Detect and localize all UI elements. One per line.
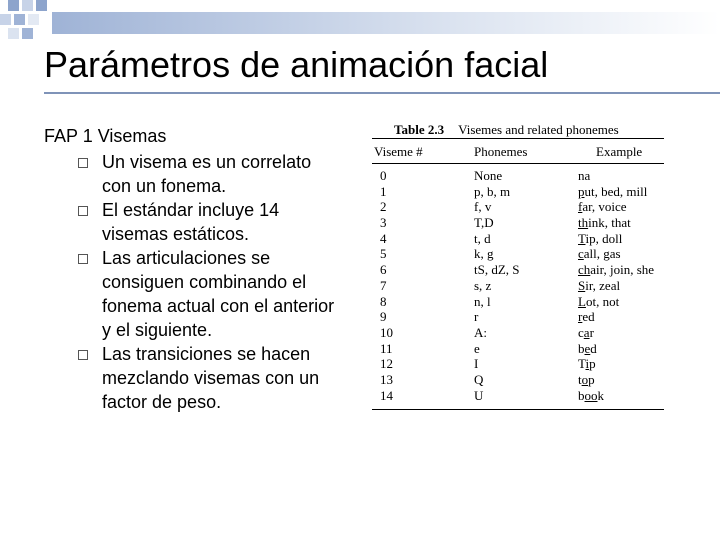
viseme-number: 10 xyxy=(380,324,393,340)
phonemes-cell: Q xyxy=(474,371,484,387)
viseme-number: 4 xyxy=(380,230,387,246)
viseme-number: 14 xyxy=(380,387,393,403)
phonemes-cell: t, d xyxy=(474,230,491,246)
bullet-item: Un visema es un correlato con un fonema. xyxy=(44,150,344,198)
table-caption-text: Visemes and related phonemes xyxy=(458,122,619,137)
viseme-table xyxy=(372,122,664,410)
underlined-part: th xyxy=(578,215,589,231)
viseme-number: 6 xyxy=(380,262,387,278)
example-cell: book xyxy=(578,387,604,403)
phonemes-cell: p, b, m xyxy=(474,183,511,199)
table-caption xyxy=(372,122,664,138)
phonemes-cell: e xyxy=(474,340,480,356)
table-row xyxy=(372,325,664,341)
header-example: Example xyxy=(596,144,643,159)
phonemes-cell: tS, dZ, S xyxy=(474,262,520,278)
example-cell: put, bed, mill xyxy=(578,183,648,199)
underlined-part: S xyxy=(578,277,586,293)
table-row xyxy=(372,309,664,325)
underlined-part: oo xyxy=(584,387,598,403)
square-bullet-icon xyxy=(78,254,88,264)
viseme-number: 11 xyxy=(380,340,393,356)
example-cell: call, gas xyxy=(578,246,621,262)
example-cell: na xyxy=(578,168,591,183)
slide-title: Parámetros de animación facial xyxy=(44,44,549,85)
underlined-part: ch xyxy=(578,262,591,278)
header-gradient-bar xyxy=(52,12,720,34)
example-cell: chair, join, she xyxy=(578,262,655,278)
table-row xyxy=(372,294,664,310)
underlined-part: c xyxy=(578,246,584,262)
bullet-list xyxy=(44,150,344,414)
underlined-part: T xyxy=(578,230,586,246)
underlined-part: L xyxy=(578,293,586,309)
example-cell: bed xyxy=(578,340,597,356)
phonemes-cell: U xyxy=(474,387,484,403)
phonemes-cell: r xyxy=(474,309,479,325)
table-row xyxy=(372,262,664,278)
underlined-part: a xyxy=(583,324,590,340)
phonemes-cell: I xyxy=(474,356,479,372)
table-row xyxy=(372,199,664,215)
bullet-item: Las articulaciones se consiguen combinando el fonema actual con el anterior y el siguiente. xyxy=(44,246,344,342)
phonemes-cell: s, z xyxy=(474,277,492,293)
viseme-number: 2 xyxy=(380,199,387,215)
viseme-number: 7 xyxy=(380,277,387,293)
square-bullet-icon xyxy=(78,350,88,360)
table-row xyxy=(372,278,664,294)
square-bullet-icon xyxy=(78,158,88,168)
table-top-rule xyxy=(372,138,664,139)
square-bullet-icon xyxy=(78,206,88,216)
phonemes-cell: k, g xyxy=(474,246,494,262)
table-row xyxy=(372,356,664,372)
phonemes-cell: n, l xyxy=(474,293,491,309)
underlined-part: e xyxy=(584,340,591,356)
header-viseme: Viseme # xyxy=(374,144,423,159)
table-row xyxy=(372,341,664,357)
phonemes-cell: A: xyxy=(474,324,487,340)
example-cell: think, that xyxy=(578,215,631,231)
viseme-number: 5 xyxy=(380,246,387,262)
table-header-row xyxy=(372,141,664,164)
phonemes-cell: None xyxy=(474,168,503,183)
underlined-part: r xyxy=(578,309,583,325)
table-row xyxy=(372,388,664,404)
example-cell: car xyxy=(578,324,594,340)
underlined-part: i xyxy=(585,356,590,372)
viseme-number: 1 xyxy=(380,183,387,199)
table-row xyxy=(372,372,664,388)
title-rule xyxy=(44,92,720,94)
viseme-number: 12 xyxy=(380,356,393,372)
underlined-part: o xyxy=(581,371,589,387)
table-row xyxy=(372,168,664,184)
bullet-item: El estándar incluye 14 visemas estáticos. xyxy=(44,198,344,246)
bullet-item: Las transiciones se hacen mezclando visemas con un factor de peso. xyxy=(44,342,344,414)
example-cell: far, voice xyxy=(578,199,627,215)
example-cell: Lot, not xyxy=(578,293,620,309)
table-row xyxy=(372,231,664,247)
header-phonemes: Phonemes xyxy=(474,144,528,159)
example-cell: red xyxy=(578,309,595,325)
table-label: Table 2.3 xyxy=(394,122,445,137)
table-body xyxy=(372,164,664,405)
viseme-number: 8 xyxy=(380,293,387,309)
phonemes-cell: f, v xyxy=(474,199,492,215)
viseme-number: 13 xyxy=(380,371,393,387)
viseme-number: 9 xyxy=(380,309,387,325)
table-row xyxy=(372,246,664,262)
example-cell: top xyxy=(578,371,595,387)
viseme-number: 3 xyxy=(380,215,387,231)
viseme-number: 0 xyxy=(380,168,387,183)
example-cell: Tip, doll xyxy=(578,230,623,246)
table-bottom-rule xyxy=(372,409,664,410)
underlined-part: f xyxy=(578,199,583,215)
phonemes-cell: T,D xyxy=(474,215,494,231)
table-row xyxy=(372,215,664,231)
table-row xyxy=(372,184,664,200)
example-cell: Sir, zeal xyxy=(578,277,621,293)
example-cell: Tip xyxy=(578,356,596,372)
section-heading: FAP 1 Visemas xyxy=(44,126,167,146)
bullet-panel xyxy=(44,124,344,414)
underlined-part: p xyxy=(578,183,585,199)
